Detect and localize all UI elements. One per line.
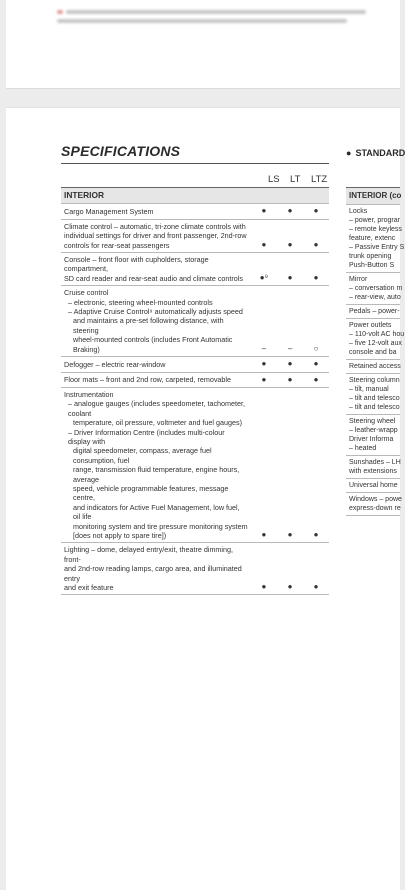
feature-text-line: and 2nd-row reading lamps, cargo area, and illuminated entry <box>64 564 242 583</box>
column-header-lt: LT <box>290 174 301 185</box>
feature-text-line: wheel-mounted controls (includes Front Automatic Braking) <box>73 335 233 354</box>
column-header-ls: LS <box>268 174 280 185</box>
availability-mark-ltz: ● <box>303 543 329 595</box>
feature-text-line: – remote keyless <box>349 226 402 233</box>
feature-text-line: Console – front floor with cupholders, storage compartment, <box>64 255 209 274</box>
feature-text-line: and exit feature <box>64 583 114 593</box>
feature-text-line: – 110-volt AC hou <box>349 331 405 338</box>
feature-text-line: – Driver Information Centre (includes multi-colour display with <box>68 427 225 446</box>
section-label: INTERIOR <box>61 188 329 204</box>
feature-text-line: Locks <box>349 208 368 215</box>
availability-mark-lt: ● <box>277 543 303 595</box>
table-row <box>61 372 329 387</box>
top-note-marker <box>57 10 63 14</box>
feature-text-line: Sunshades – LH <box>349 459 401 466</box>
feature-text-line: Steering column <box>349 377 400 384</box>
feature-text-line: – Adaptive Cruise Control⁹ automatically adjusts speed <box>68 307 243 317</box>
feature-text-line: range, transmission fluid temperature, engine hours, average <box>73 465 240 484</box>
feature-text-line: – Passive Entry S <box>349 244 405 251</box>
feature-text-line: individual settings for driver and front passenger, 2nd-row <box>64 231 247 241</box>
table-row <box>61 387 329 543</box>
feature-text-line: express-down re <box>349 505 401 512</box>
list-item <box>346 273 403 305</box>
table-row <box>61 219 329 252</box>
feature-text-line: – heated <box>349 445 377 452</box>
feature-text-line: [does not apply to spare tire]) <box>73 531 167 540</box>
top-note-line-2 <box>57 19 347 23</box>
availability-mark-ltz: ● <box>303 372 329 387</box>
column-header-ltz: LTZ <box>311 174 328 185</box>
availability-mark-ls: – <box>251 286 277 357</box>
feature-text-line: temperature, oil pressure, voltmeter and fuel gauges) <box>73 418 242 428</box>
availability-mark-ls: ● <box>251 387 277 543</box>
feature-text-line: – conversation m <box>349 285 403 292</box>
list-item <box>346 456 400 479</box>
list-item <box>346 305 400 319</box>
page-title: SPECIFICATIONS <box>61 143 181 159</box>
feature-text-line: and indicators for Active Fuel Management, low fuel, oil life <box>73 502 240 522</box>
standard-legend <box>346 148 405 158</box>
feature-description <box>61 357 251 372</box>
standard-bullet-icon: ● <box>346 148 352 158</box>
feature-text-line: Climate control – automatic, tri-zone climate controls with <box>64 221 246 231</box>
feature-text-line: Instrumentation <box>64 389 114 399</box>
top-note-line-1 <box>66 10 366 14</box>
list-item <box>346 374 400 415</box>
list-item <box>346 205 405 273</box>
feature-text-line: monitoring system and tire pressure monitoring system <box>73 521 248 531</box>
feature-text-line: speed, vehicle programmable features, message centre, <box>73 483 229 503</box>
feature-text-line: Universal home <box>349 482 398 489</box>
feature-text-line: – analogue gauges (includes speedometer, tachometer, coolant <box>68 399 246 418</box>
feature-text-line: console and ba <box>349 349 397 356</box>
feature-text-line: Push-Button S <box>349 262 395 269</box>
feature-text-line: feature, extenc <box>349 235 396 242</box>
feature-text-line: Cargo Management System <box>64 206 154 216</box>
availability-mark-ls: ● <box>251 204 277 219</box>
feature-description <box>61 372 251 387</box>
table-row <box>61 357 329 372</box>
availability-mark-ltz: ○ <box>303 286 329 357</box>
feature-description <box>61 387 251 543</box>
title-rule <box>61 163 329 164</box>
availability-mark-ls: ● <box>251 543 277 595</box>
feature-text-line: – rear-view, auto <box>349 294 401 301</box>
availability-mark-lt: ● <box>277 357 303 372</box>
availability-mark-ls: ● <box>251 357 277 372</box>
feature-text-line: digital speedometer, compass, average fuel consumption, fuel <box>73 446 212 465</box>
table-row <box>61 253 329 286</box>
list-item <box>346 415 400 456</box>
feature-text-line: Defogger – electric rear-window <box>64 359 166 369</box>
feature-text-line: Power outlets <box>349 322 392 329</box>
feature-text-line: – tilt and telesco <box>349 404 400 411</box>
availability-mark-lt: ● <box>277 204 303 219</box>
feature-description <box>61 286 251 357</box>
feature-text-line: Lighting – dome, delayed entry/exit, theatre dimming, front- <box>64 545 234 564</box>
table-row <box>61 543 329 595</box>
availability-mark-lt: ● <box>277 372 303 387</box>
feature-text-line: Floor mats – front and 2nd row, carpeted, removable <box>64 375 231 384</box>
feature-text-line: and maintains a pre-set following distance, with steering <box>73 316 224 335</box>
feature-description <box>61 253 251 286</box>
feature-text-line: Cruise control <box>64 288 109 298</box>
list-item <box>346 319 405 360</box>
availability-mark-ls: ● <box>251 219 277 252</box>
availability-mark-ltz: ● <box>303 357 329 372</box>
availability-mark-lt: – <box>277 286 303 357</box>
feature-text-line: Retained access <box>349 363 401 370</box>
feature-text-line: – tilt, manual <box>349 386 389 393</box>
feature-text-line: Windows – powe <box>349 496 402 503</box>
feature-text-line: – five 12-volt aux <box>349 340 402 347</box>
interior-section-header <box>61 188 329 204</box>
availability-mark-ltz: ● <box>303 387 329 543</box>
feature-text-line: controls for rear-seat passengers <box>64 240 170 250</box>
feature-description <box>61 219 251 252</box>
table-row <box>61 286 329 357</box>
feature-text-line: Pedals – power- <box>349 308 400 315</box>
feature-text-line: – tilt and telesco <box>349 395 400 402</box>
interior-spec-table <box>61 187 329 595</box>
feature-text-line: – electronic, steering wheel-mounted controls <box>68 297 213 307</box>
standard-interior-column <box>346 187 405 516</box>
availability-mark-lt: ● <box>277 387 303 543</box>
list-item <box>346 493 400 516</box>
feature-text-line: Steering wheel <box>349 418 396 425</box>
right-section-header: INTERIOR (co <box>346 187 400 205</box>
table-row <box>61 204 329 219</box>
availability-mark-lt: ● <box>277 253 303 286</box>
feature-text-line: SD card reader and rear-seat audio and climate controls <box>64 273 243 283</box>
availability-mark-ltz: ● <box>303 219 329 252</box>
list-item <box>346 360 400 374</box>
availability-mark-ls: ● <box>251 372 277 387</box>
standard-label: STANDARD <box>355 148 405 158</box>
availability-mark-ls: ●⁹ <box>251 253 277 286</box>
feature-text-line: Mirror <box>349 276 368 283</box>
feature-description <box>61 543 251 595</box>
feature-description <box>61 204 251 219</box>
availability-mark-ltz: ● <box>303 253 329 286</box>
feature-text-line: with extensions <box>349 468 397 475</box>
feature-text-line: Driver Informa <box>349 436 394 443</box>
availability-mark-ltz: ● <box>303 204 329 219</box>
feature-text-line: – leather-wrapp <box>349 427 398 434</box>
feature-text-line: trunk opening <box>349 253 392 260</box>
list-item <box>346 479 400 493</box>
feature-text-line: – power, prograr <box>349 217 400 224</box>
availability-mark-lt: ● <box>277 219 303 252</box>
